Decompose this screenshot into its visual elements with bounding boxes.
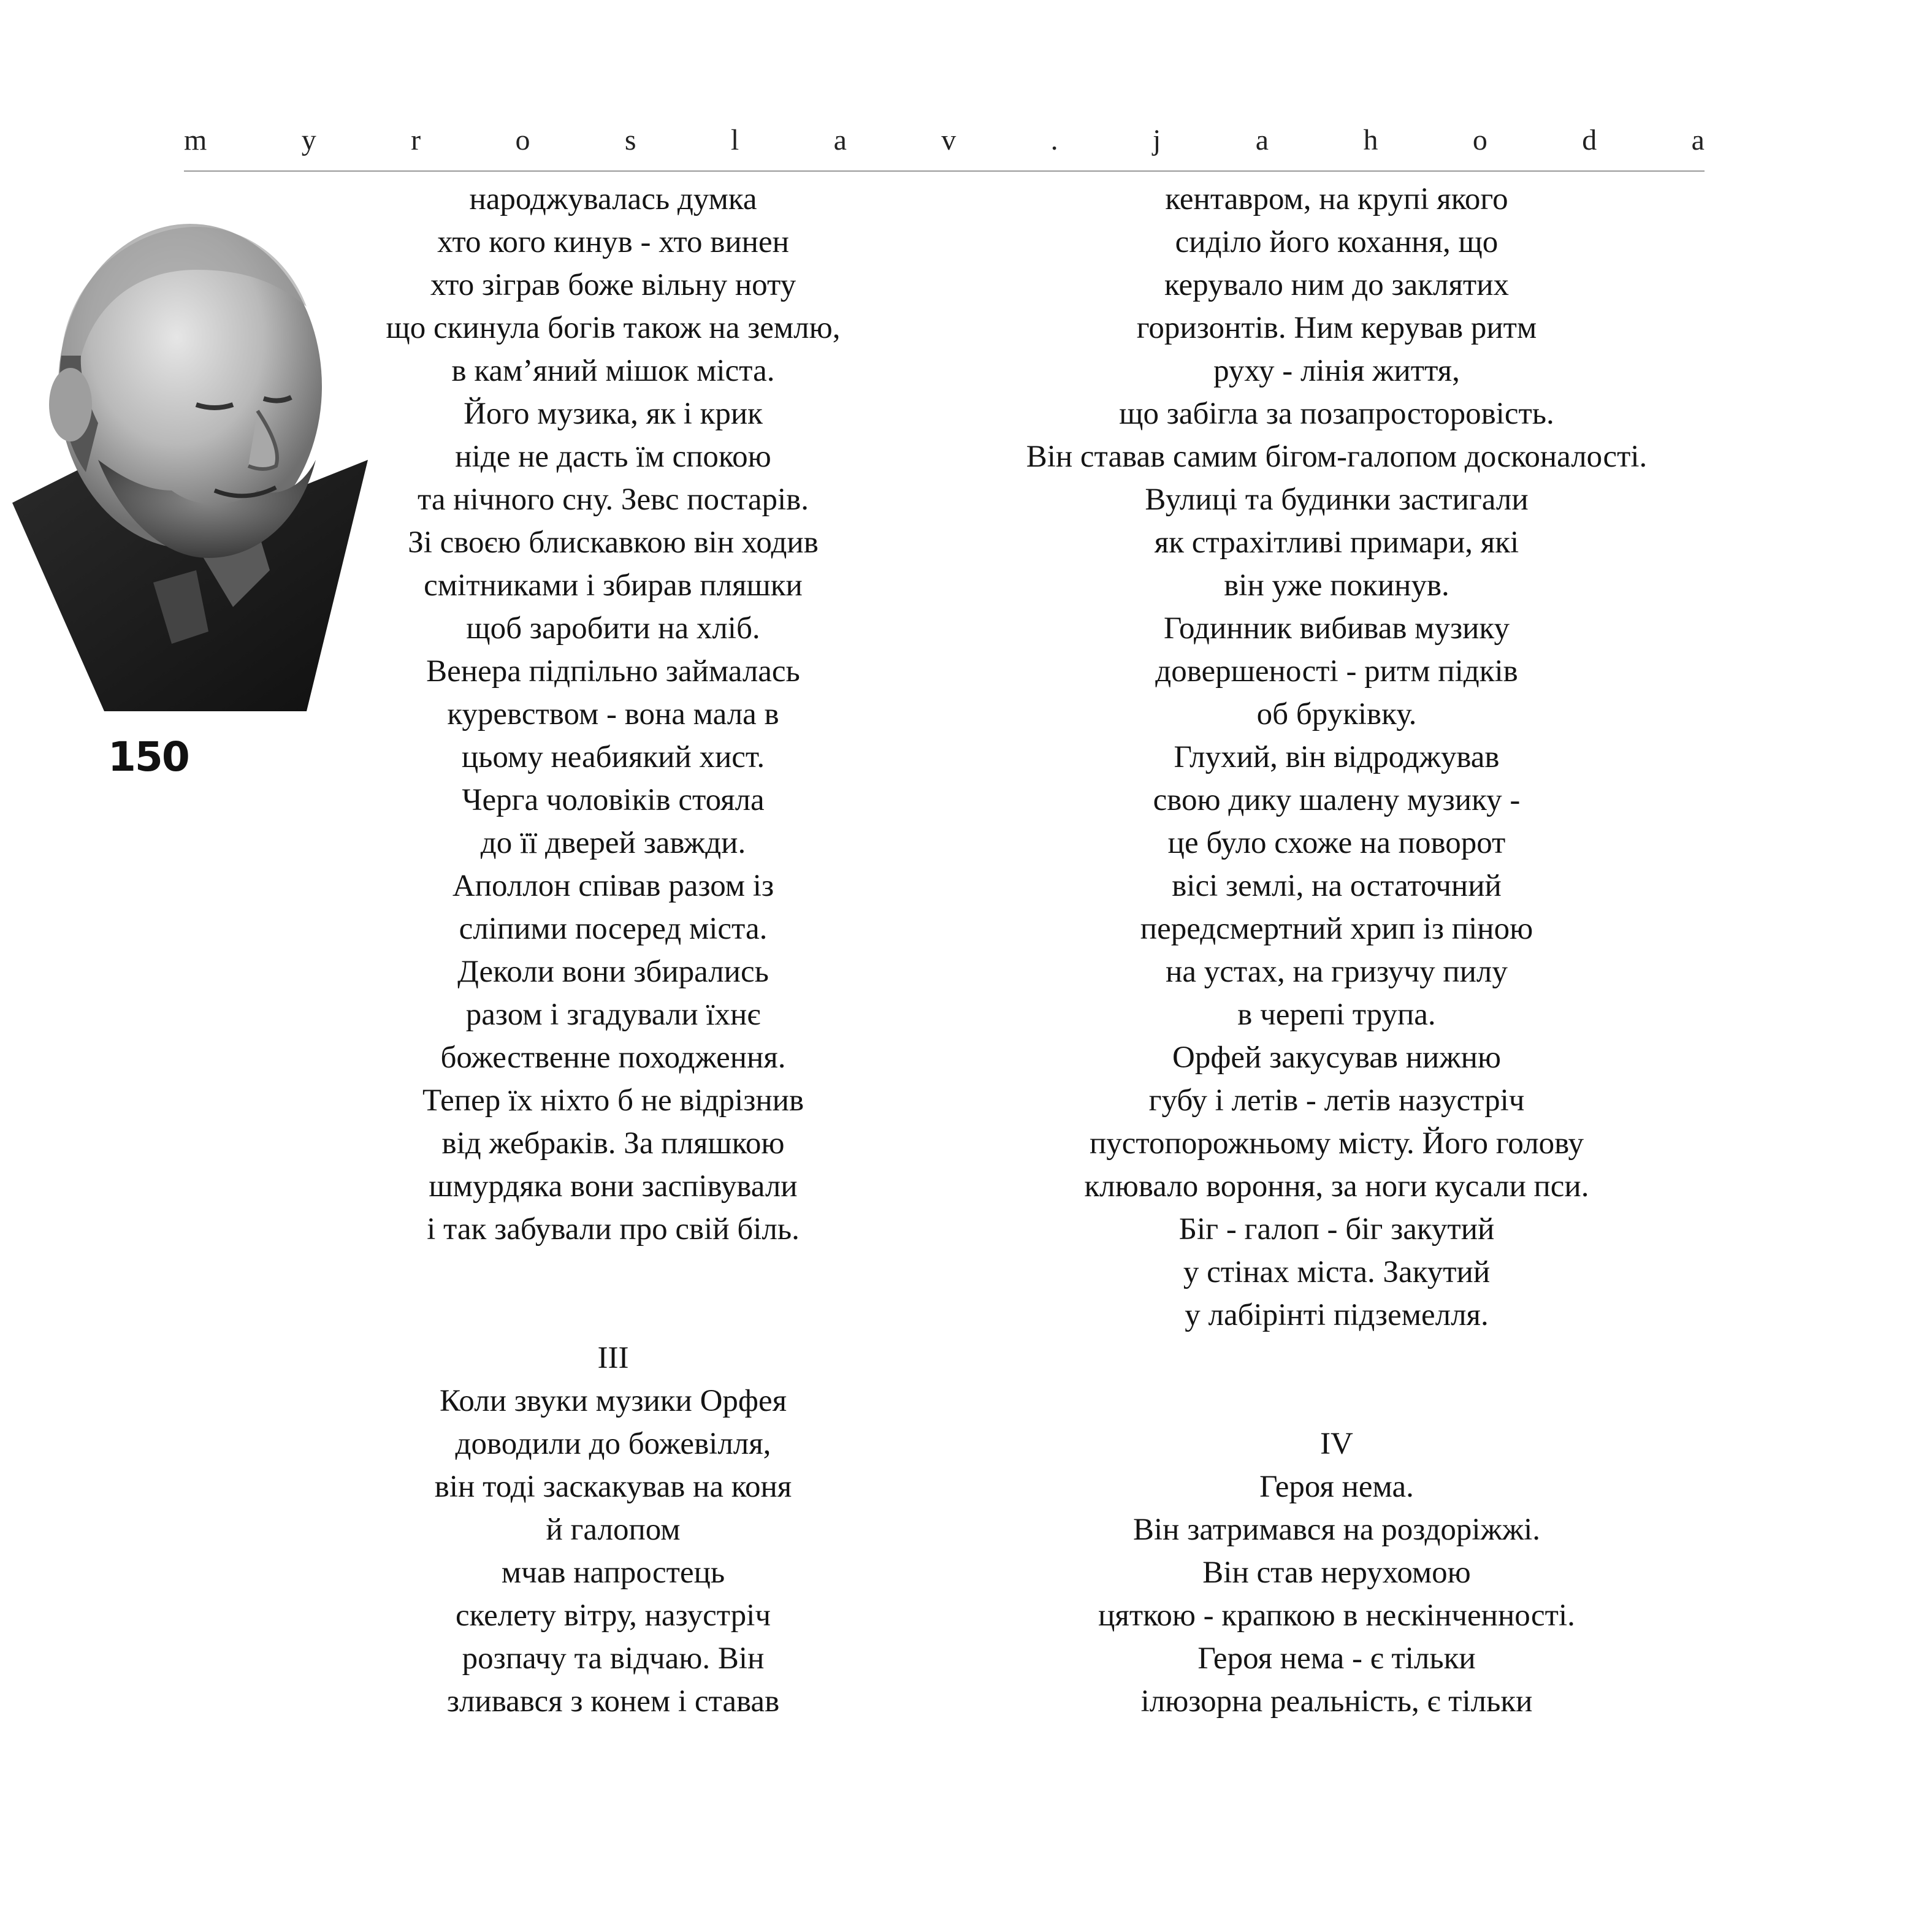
running-head-letter: d <box>1582 124 1597 156</box>
text-line: Біг - галоп - біг закутий <box>1178 1212 1495 1247</box>
blank-line <box>956 1337 1717 1380</box>
text-line: Годинник вибивав музику <box>1164 611 1510 646</box>
blank-line <box>956 1380 1717 1422</box>
running-head-letter: a <box>1691 124 1705 156</box>
text-line: у стінах міста. Закутий <box>1183 1255 1491 1289</box>
text-line: ніде не дасть їм спокою <box>455 440 771 474</box>
text-line: розпачу та відчаю. Він <box>462 1641 765 1676</box>
text-line: цьому неабиякий хист. <box>461 740 765 774</box>
text-line: Черга чоловіків стояла <box>462 783 765 817</box>
text-line: у лабірінті підземелля. <box>1185 1298 1489 1332</box>
text-line: вісі землі, на остаточний <box>1172 869 1502 903</box>
text-line: Він став нерухомою <box>1202 1556 1471 1590</box>
text-line: цяткою - крапкою в нескінченності. <box>1098 1598 1575 1633</box>
text-line: Тепер їх ніхто б не відрізнив <box>422 1083 804 1118</box>
text-line: та нічного сну. Зевс постарів. <box>417 483 809 517</box>
text-line: IV <box>1320 1427 1353 1461</box>
text-line: божественне походження. <box>440 1040 786 1075</box>
text-line: мчав напростець <box>501 1556 725 1590</box>
running-head-letter: h <box>1363 124 1378 156</box>
text-line: свою дику шалену музику - <box>1153 783 1521 817</box>
text-line: Він ставав самим бігом-галопом досконалості. <box>1026 440 1648 474</box>
text-line: скелету вітру, назустріч <box>456 1598 771 1633</box>
text-line: народжувалась думка <box>469 182 757 216</box>
running-head-letter: o <box>515 124 530 156</box>
running-head <box>184 120 1705 157</box>
text-line: Венера підпільно займалась <box>426 654 800 689</box>
running-head-letter: s <box>624 124 636 156</box>
text-line: він уже покинув. <box>1224 568 1449 603</box>
header-rule <box>184 170 1705 172</box>
text-line: до її дверей завжди. <box>480 826 746 860</box>
running-head-letter: l <box>730 124 739 156</box>
text-line: на устах, на гризучу пилу <box>1166 955 1508 989</box>
text-line: довершеності - ритм підків <box>1155 654 1518 689</box>
text-line: клювало вороння, за ноги кусали пси. <box>1084 1169 1589 1204</box>
text-line: Аполлон співав разом із <box>452 869 774 903</box>
text-line: від жебраків. За пляшкою <box>441 1126 785 1161</box>
text-line: Героя нема. <box>1259 1470 1414 1504</box>
text-line: Орфей закусував нижню <box>1172 1040 1501 1075</box>
text-line: об бруківку. <box>1256 697 1417 731</box>
running-head-letter: j <box>1153 124 1161 156</box>
text-line: Героя нема - є тільки <box>1197 1641 1476 1676</box>
text-line: передсмертний хрип із піною <box>1140 912 1533 946</box>
running-head-letter: v <box>941 124 956 156</box>
left-text-column <box>294 178 932 1723</box>
text-line: він тоді заскакував на коня <box>434 1470 792 1504</box>
text-line: як страхітливі примари, які <box>1154 525 1519 560</box>
text-line: Глухий, він відроджував <box>1174 740 1500 774</box>
text-line: щоб заробити на хліб. <box>466 611 760 646</box>
text-line: хто зіграв боже вільну ноту <box>430 268 796 302</box>
text-line: Деколи вони збирались <box>457 955 769 989</box>
text-line: сліпими посеред міста. <box>459 912 768 946</box>
blank-line <box>294 1251 932 1294</box>
blank-line <box>294 1294 932 1337</box>
text-line: Вулиці та будинки застигали <box>1145 483 1529 517</box>
text-line: куревством - вона мала в <box>447 697 779 731</box>
page-number: 150 <box>108 733 189 781</box>
text-line: горизонтів. Ним керував ритм <box>1136 311 1537 345</box>
text-line: Зі своєю блискавкою він ходив <box>408 525 819 560</box>
text-line: керувало ним до заклятих <box>1164 268 1510 302</box>
text-line: Він затримався на роздоріжжі. <box>1133 1513 1540 1547</box>
text-line: і так забували про свій біль. <box>427 1212 800 1247</box>
text-line: доводили до божевілля, <box>455 1427 771 1461</box>
text-line: Коли звуки музики Орфея <box>439 1384 787 1418</box>
text-line: шмурдяка вони заспівували <box>429 1169 798 1204</box>
text-line: руху - лінія життя, <box>1213 354 1460 388</box>
text-line: що забігла за позапросторовість. <box>1119 397 1554 431</box>
running-head-letter: r <box>411 124 421 156</box>
text-line: пустопорожньому місту. Його голову <box>1090 1126 1584 1161</box>
text-line: ілюзорна реальність, є тільки <box>1140 1684 1533 1719</box>
text-line: й галопом <box>546 1513 681 1547</box>
text-line: разом і згадували їхнє <box>465 998 761 1032</box>
text-line: в черепі трупа. <box>1237 998 1436 1032</box>
text-line: губу і летів - летів назустріч <box>1148 1083 1525 1118</box>
right-text-column <box>956 178 1717 1723</box>
running-head-letter: . <box>1050 124 1058 156</box>
running-head-letter: a <box>1255 124 1269 156</box>
text-line: зливався з конем і ставав <box>446 1684 780 1719</box>
text-line: сиділо його кохання, що <box>1175 225 1499 259</box>
running-head-letter: o <box>1472 124 1487 156</box>
text-line: в кам’яний мішок міста. <box>451 354 775 388</box>
text-line: Його музика, як і крик <box>464 397 763 431</box>
text-line: смітниками і збирав пляшки <box>424 568 803 603</box>
running-head-letter: a <box>833 124 847 156</box>
text-line: це було схоже на поворот <box>1167 826 1506 860</box>
running-head-letter: y <box>301 124 316 156</box>
text-line: хто кого кинув - хто винен <box>437 225 789 259</box>
text-line: кентавром, на крупі якого <box>1165 182 1508 216</box>
text-line: III <box>597 1341 629 1375</box>
text-line: що скинула богів також на землю, <box>386 311 841 345</box>
running-head-letter: m <box>184 124 207 156</box>
